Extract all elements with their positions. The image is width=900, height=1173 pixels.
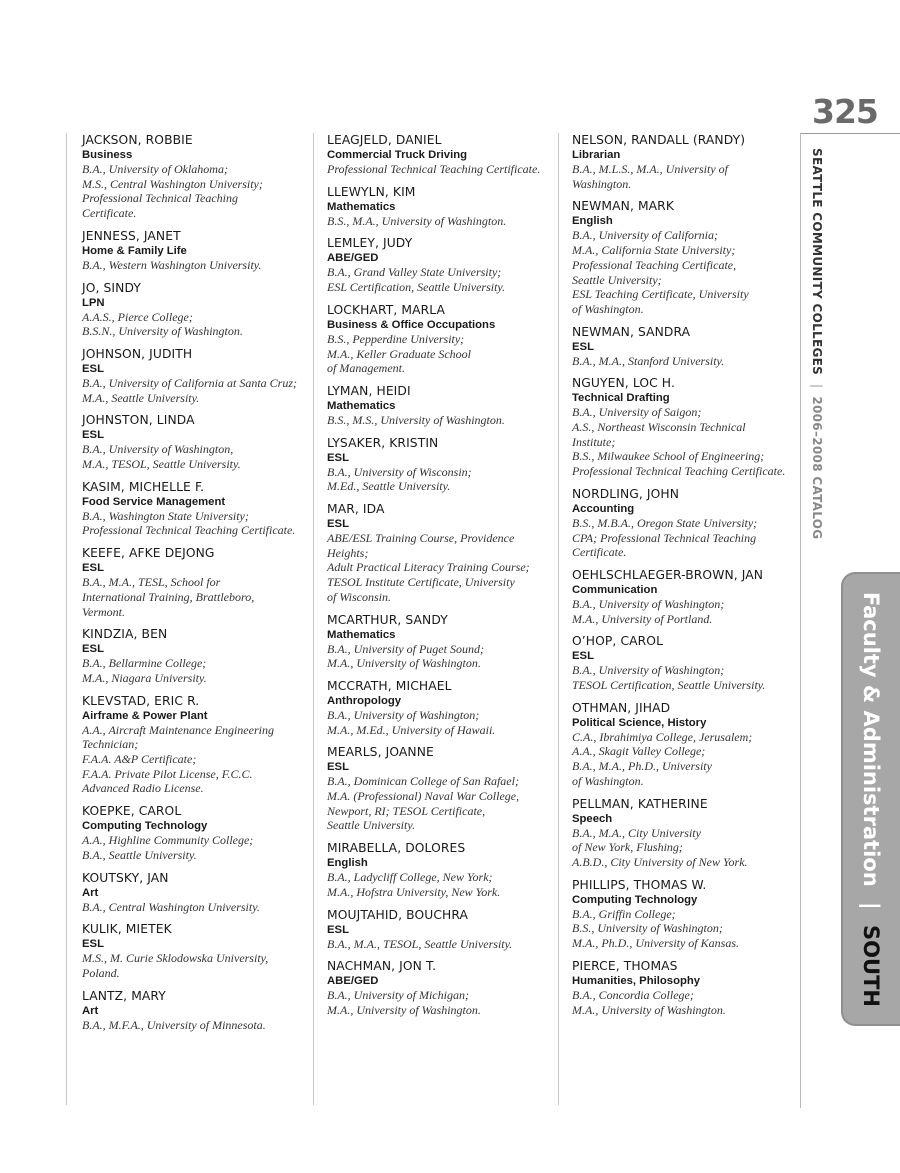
faculty-entry: [572, 797, 796, 870]
faculty-name: JACKSON, ROBBIE: [82, 133, 193, 147]
page-number: 325: [812, 92, 878, 131]
faculty-entry: [82, 480, 314, 538]
faculty-credentials: A.A., Highline Community College; B.A., Seattle University.: [82, 833, 254, 862]
faculty-department: Food Service Management: [82, 495, 226, 508]
faculty-department: ESL: [82, 643, 104, 656]
faculty-department: ABE/GED: [327, 975, 379, 988]
faculty-department: Art: [82, 886, 99, 899]
faculty-name: KOUTSKY, JAN: [82, 870, 169, 885]
faculty-name: LEAGJELD, DANIEL: [327, 133, 442, 147]
faculty-credentials: A.A., Aircraft Maintenance Engineering Technician; F.A.A. A&P Certificate; F.A.A. Private Pilot License, F.C.C. Advanced Radio License.: [82, 722, 274, 796]
faculty-column-3: [572, 133, 796, 1025]
catalog-separator: |: [810, 383, 824, 388]
faculty-credentials: B.A., M.A., TESL, School for International Training, Brattleboro, Vermont.: [82, 575, 255, 619]
section-tab: [841, 572, 900, 1026]
faculty-entry: [327, 679, 559, 737]
faculty-credentials: B.A., University of Washington; TESOL Certification, Seattle University.: [572, 663, 766, 693]
faculty-name: LLEWYLN, KIM: [327, 184, 416, 199]
faculty-credentials: B.A., M.F.A., University of Minnesota.: [82, 1017, 266, 1032]
header-rule: [800, 133, 900, 134]
faculty-department: English: [572, 215, 613, 228]
faculty-entry: [82, 804, 314, 862]
faculty-entry: [572, 199, 796, 316]
faculty-credentials: B.A., M.A., City University of New York, Flushing; A.B.D., City University of New York.: [572, 825, 748, 869]
faculty-entry: [82, 133, 314, 221]
faculty-credentials: B.A., Bellarmine College; M.A., Niagara University.: [82, 656, 207, 685]
faculty-department: ESL: [572, 650, 594, 663]
faculty-name: JOHNSON, JUDITH: [82, 346, 193, 361]
faculty-entry: [572, 568, 796, 626]
faculty-name: PHILLIPS, THOMAS W.: [572, 877, 707, 892]
faculty-department: Mathematics: [327, 399, 396, 412]
faculty-department: ABE/GED: [327, 252, 379, 265]
faculty-entry: [82, 989, 314, 1033]
faculty-department: Business & Office Occupations: [327, 318, 496, 331]
faculty-entry: [327, 502, 559, 605]
faculty-credentials: B.A., University of Oklahoma; M.S., Central Washington University; Professional Technical Teaching Certificate.: [82, 162, 263, 221]
catalog-years: 2006–2008 CATALOG: [810, 396, 824, 540]
faculty-entry: [82, 413, 314, 471]
faculty-entry: [327, 185, 559, 229]
faculty-name: MCARTHUR, SANDY: [327, 612, 448, 627]
faculty-entry: [82, 922, 314, 980]
faculty-entry: [572, 325, 796, 369]
faculty-credentials: B.A., Griffin College; B.S., University of Washington; M.A., Ph.D., University of Kansas.: [572, 906, 739, 951]
faculty-name: NEWMAN, SANDRA: [572, 324, 691, 339]
faculty-department: ESL: [327, 761, 349, 774]
faculty-name: PIERCE, THOMAS: [572, 958, 678, 973]
campus-name: SOUTH: [859, 924, 883, 1007]
faculty-department: Computing Technology: [82, 820, 208, 833]
faculty-name: NEWMAN, MARK: [572, 199, 674, 214]
faculty-name: JOHNSTON, LINDA: [82, 413, 195, 428]
faculty-name: KINDZIA, BEN: [82, 627, 168, 642]
faculty-department: Anthropology: [327, 694, 402, 707]
faculty-entry: [82, 281, 314, 339]
faculty-name: O’HOP, CAROL: [572, 634, 664, 649]
faculty-department: ESL: [327, 451, 349, 464]
faculty-entry: [572, 959, 796, 1017]
faculty-credentials: B.A., University of Washington; M.A., M.Ed., University of Hawaii.: [327, 707, 496, 737]
faculty-entry: [327, 841, 559, 899]
faculty-credentials: ABE/ESL Training Course, Providence Heights; Adult Practical Literacy Training Course; TESOL Institute Certificate, University of Wisconsin.: [327, 531, 530, 604]
faculty-department: Humanities, Philosophy: [572, 974, 701, 987]
faculty-department: Accounting: [572, 502, 635, 515]
faculty-department: Home & Family Life: [82, 244, 187, 257]
section-title: Faculty & Administration: [859, 591, 883, 887]
faculty-department: Computing Technology: [572, 893, 698, 906]
faculty-credentials: B.A., M.A., Stanford University.: [572, 353, 725, 368]
faculty-name: NELSON, RANDALL (RANDY): [572, 133, 746, 147]
faculty-entry: [327, 384, 559, 428]
faculty-department: ESL: [82, 938, 104, 951]
faculty-department: ESL: [327, 518, 349, 531]
faculty-department: LPN: [82, 296, 105, 309]
faculty-name: NGUYEN, LOC H.: [572, 376, 675, 391]
faculty-entry: [572, 133, 796, 191]
faculty-name: MEARLS, JOANNE: [327, 745, 434, 760]
faculty-entry: [572, 878, 796, 951]
faculty-name: LYSAKER, KRISTIN: [327, 435, 439, 450]
faculty-name: MOUJTAHID, BOUCHRA: [327, 907, 469, 922]
faculty-department: Mathematics: [327, 628, 396, 641]
faculty-department: Communication: [572, 583, 658, 596]
faculty-department: ESL: [82, 362, 104, 375]
faculty-credentials: B.S., Pepperdine University; M.A., Keller Graduate School of Management.: [327, 331, 471, 376]
faculty-credentials: B.A., Washington State University; Professional Technical Teaching Certificate.: [82, 508, 296, 538]
faculty-credentials: B.S., M.A., University of Washington.: [327, 213, 507, 228]
faculty-entry: [327, 303, 559, 376]
faculty-department: Commercial Truck Driving: [327, 149, 468, 161]
faculty-credentials: B.A., University of California at Santa Cruz; M.A., Seattle University.: [82, 375, 297, 405]
faculty-name: KEEFE, AFKE DEJONG: [82, 546, 215, 561]
faculty-name: PELLMAN, KATHERINE: [572, 796, 708, 811]
faculty-department: Business: [82, 149, 133, 161]
faculty-entry: [82, 229, 314, 273]
faculty-department: Airframe & Power Plant: [82, 709, 208, 722]
faculty-name: KULIK, MIETEK: [82, 922, 172, 937]
faculty-credentials: B.S., M.S., University of Washington.: [327, 412, 505, 427]
faculty-name: LEMLEY, JUDY: [327, 236, 413, 251]
faculty-entry: [82, 347, 314, 405]
faculty-name: JO, SINDY: [82, 280, 141, 295]
faculty-credentials: B.A., University of Washington, M.A., TESOL, Seattle University.: [82, 442, 241, 472]
faculty-entry: [327, 908, 559, 952]
faculty-entry: [82, 627, 314, 685]
faculty-credentials: B.A., M.A., TESOL, Seattle University.: [327, 936, 513, 951]
faculty-entry: [572, 376, 796, 479]
faculty-credentials: B.A., Western Washington University.: [82, 257, 262, 272]
faculty-credentials: B.A., University of Michigan; M.A., University of Washington.: [327, 988, 481, 1017]
faculty-entry: [82, 871, 314, 915]
faculty-credentials: A.A.S., Pierce College; B.S.N., University of Washington.: [82, 309, 243, 339]
faculty-name: JENNESS, JANET: [82, 228, 181, 243]
faculty-entry: [327, 959, 559, 1017]
faculty-entry: [82, 694, 314, 797]
faculty-credentials: C.A., Ibrahimiya College, Jerusalem; A.A., Skagit Valley College; B.A., M.A., Ph.D., University of Washington.: [572, 729, 753, 788]
faculty-name: OEHLSCHLAEGER-BROWN, JAN: [572, 567, 764, 582]
faculty-name: LANTZ, MARY: [82, 988, 166, 1003]
faculty-name: OTHMAN, JIHAD: [572, 700, 671, 715]
section-separator: |: [859, 901, 883, 910]
faculty-department: English: [327, 857, 368, 870]
faculty-credentials: M.S., M. Curie Sklodowska University, Poland.: [82, 951, 269, 980]
faculty-department: ESL: [82, 562, 104, 575]
faculty-credentials: B.A., Concordia College; M.A., University of Washington.: [572, 987, 726, 1017]
spine-rule: [800, 133, 801, 1108]
faculty-name: NORDLING, JOHN: [572, 486, 680, 501]
faculty-entry: [327, 745, 559, 833]
faculty-entry: [572, 634, 796, 692]
faculty-credentials: B.S., M.B.A., Oregon State University; CPA; Professional Technical Teaching Certificate.: [572, 515, 758, 560]
faculty-name: MCCRATH, MICHAEL: [327, 678, 452, 693]
faculty-entry: [572, 487, 796, 560]
faculty-column-2: [327, 133, 559, 1026]
faculty-name: MAR, IDA: [327, 502, 385, 517]
faculty-credentials: B.A., University of Wisconsin; M.Ed., Seattle University.: [327, 464, 472, 494]
college-name: SEATTLE COMMUNITY COLLEGES: [810, 148, 824, 376]
faculty-department: ESL: [572, 340, 594, 353]
faculty-credentials: B.A., University of Puget Sound; M.A., University of Washington.: [327, 641, 484, 671]
faculty-credentials: B.A., Ladycliff College, New York; M.A., Hofstra University, New York.: [327, 870, 501, 899]
faculty-department: ESL: [327, 923, 349, 936]
faculty-credentials: B.A., University of Saigon; A.S., Northeast Wisconsin Technical Institute; B.S., Milwaukee School of Engineering; Professional Technical Teaching Certificate.: [572, 405, 786, 479]
faculty-department: Art: [82, 1004, 99, 1017]
faculty-credentials: B.A., Dominican College of San Rafael; M.A. (Professional) Naval War College, Newport, RI; TESOL Certificate, Seattle University.: [327, 774, 520, 833]
faculty-credentials: B.A., University of California; M.A., California State University; Professional Teaching Certificate, Seattle University; ESL Teaching Certificate, University of Washington.: [572, 228, 749, 316]
faculty-credentials: B.A., University of Washington; M.A., University of Portland.: [572, 596, 725, 626]
faculty-department: Librarian: [572, 149, 621, 161]
faculty-credentials: Professional Technical Teaching Certificate.: [327, 162, 541, 176]
faculty-column-1: [82, 133, 314, 1040]
faculty-name: LOCKHART, MARLA: [327, 302, 445, 317]
faculty-department: Mathematics: [327, 200, 396, 213]
faculty-name: KASIM, MICHELLE F.: [82, 479, 205, 494]
faculty-entry: [572, 701, 796, 789]
faculty-entry: [327, 613, 559, 671]
faculty-name: NACHMAN, JON T.: [327, 959, 437, 974]
faculty-department: Speech: [572, 812, 613, 825]
faculty-credentials: B.A., Central Washington University.: [82, 899, 260, 914]
catalog-label: [810, 148, 824, 539]
faculty-name: LYMAN, HEIDI: [327, 383, 411, 398]
faculty-name: KOEPKE, CAROL: [82, 804, 182, 819]
faculty-entry: [327, 436, 559, 494]
faculty-department: ESL: [82, 429, 104, 442]
faculty-department: Political Science, History: [572, 716, 707, 729]
faculty-entry: [82, 546, 314, 619]
column-rule: [66, 133, 67, 1105]
faculty-entry: [327, 236, 559, 294]
faculty-name: MIRABELLA, DOLORES: [327, 841, 466, 856]
faculty-entry: [327, 133, 559, 177]
faculty-credentials: B.A., M.L.S., M.A., University of Washington.: [572, 162, 728, 191]
faculty-credentials: B.A., Grand Valley State University; ESL Certification, Seattle University.: [327, 265, 506, 295]
faculty-name: KLEVSTAD, ERIC R.: [82, 693, 200, 708]
faculty-department: Technical Drafting: [572, 392, 670, 405]
